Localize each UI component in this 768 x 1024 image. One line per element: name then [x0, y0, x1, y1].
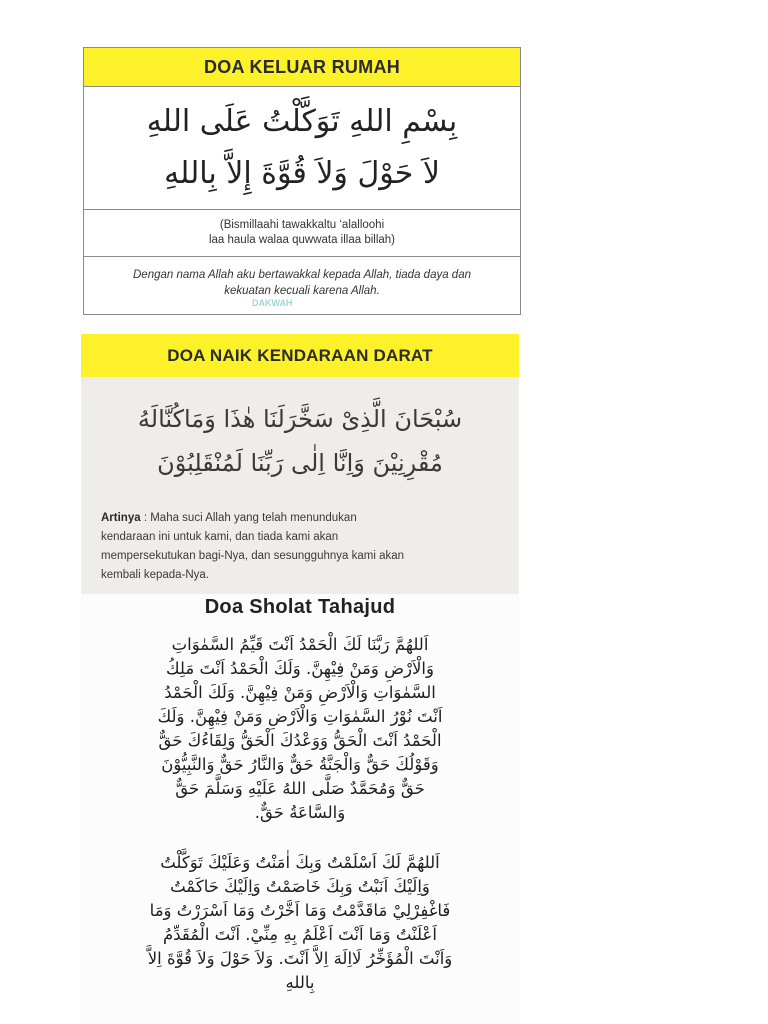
arabic-line: وَقَوْلُكَ حَقٌّ وَالْجَنَّةُ حَقٌّ وَالنَّارُ حَقٌّ وَالنَّبِيُّوْنَ — [161, 755, 439, 774]
arabic-paragraph — [81, 633, 519, 825]
meaning-line-text: : Maha suci Allah yang telah menundukan — [143, 512, 357, 524]
arabic-line: وَاِلَيْكَ اَنَبْتُ وَبِكَ خَاصَمْتُ وَاِلَيْكَ حَاكَمْتُ — [170, 877, 430, 896]
card-title: DOA KELUAR RUMAH — [84, 48, 520, 87]
meaning-label: Artinya — [101, 512, 141, 524]
transliteration — [84, 210, 520, 257]
transliteration-line: (Bismillaahi tawakkaltu ‘alalloohi — [219, 219, 385, 231]
arabic-line: وَاَنْتَ الْمُؤَخِّرُ لَااِلَهَ اِلاَّ اَنْتَ. وَلاَ حَوْلَ وَلاَ قُوَّةَ اِلاَّ — [147, 949, 453, 968]
meaning-line: Dengan nama Allah aku bertawakkal kepada Allah, tiada daya dan — [133, 269, 471, 281]
arabic-paragraph — [81, 851, 519, 995]
meaning-line: kendaraan ini untuk kami, dan tiada kami akan — [101, 531, 339, 543]
arabic-line: سُبْحَانَ الَّذِىْ سَخَّرَلَنَا هٰذَا وَمَاكُنَّالَهُ — [137, 405, 463, 433]
arabic-prayer — [84, 87, 520, 210]
doa-sholat-tahajud-section — [81, 594, 519, 1024]
meaning-text — [84, 257, 520, 314]
arabic-line: فَاغْفِرْلِيْ مَاقَدَّمْتُ وَمَا اَخَّرْتُ وَمَا اَسْرَرْتُ وَمَا — [149, 901, 451, 920]
arabic-line: الْحَمْدُ اَنْتَ الْحَقُّ وَوَعْدُكَ الْحَقُّ وَلِقَاءُكَ حَقٌّ — [158, 731, 442, 750]
meaning-line: mempersekutukan bagi-Nya, dan sesungguhnya kami akan — [101, 550, 405, 562]
arabic-line: السَّمٰوَاتِ وَالْاَرْضِ وَمَنْ فِيْهِنَّ. وَلَكَ الْحَمْدُ — [164, 683, 436, 702]
card-title: DOA NAIK KENDARAAN DARAT — [81, 334, 519, 377]
arabic-line: اَللهُمَّ رَبَّنَا لَكَ الْحَمْدُ اَنْتَ قَيِّمُ السَّمٰوَاتِ — [171, 635, 429, 654]
meaning-text — [81, 485, 519, 585]
arabic-line: اَنْتَ نُوْرُ السَّمٰوَاتِ وَالْاَرْضِ وَمَنْ فِيْهِنَّ. وَلَكَ — [157, 707, 443, 726]
arabic-line: مُقْرِنِيْنَ وَاِنَّا اِلٰى رَبِّنَا لَمُنْقَلِبُوْنَ — [157, 449, 443, 477]
arabic-line: وَالسَّاعَةُ حَقٌّ. — [254, 803, 346, 822]
meaning-line: kembali kepada-Nya. — [101, 569, 210, 581]
arabic-line: لاَ حَوْلَ وَلاَ قُوَّةَ إِلاَّ بِاللهِ — [164, 156, 440, 191]
meaning-line: kekuatan kecuali karena Allah. — [224, 285, 380, 297]
arabic-line: بِاللهِ — [285, 973, 315, 992]
arabic-line: حَقٌّ وَمُحَمَّدٌ صَلَّى اللهُ عَلَيْهِ وَسَلَّمَ حَقٌّ — [175, 779, 425, 798]
arabic-line: وَالْاَرْضِ وَمَنْ فِيْهِنَّ. وَلَكَ الْحَمْدُ اَنْتَ مَلِكُ — [166, 659, 434, 678]
watermark-logo: DAKWAH — [252, 298, 293, 308]
section-title: Doa Sholat Tahajud — [204, 596, 396, 618]
meaning-line — [101, 509, 505, 528]
transliteration-line: laa haula walaa quwwata illaa billah) — [208, 234, 396, 246]
doa-keluar-rumah-card — [83, 47, 521, 315]
arabic-line: بِسْمِ اللهِ تَوَكَّلْتُ عَلَى اللهِ — [146, 104, 458, 139]
doa-naik-kendaraan-card — [81, 334, 519, 594]
arabic-line: اَعْلَنْتُ وَمَا اَنْتَ اَعْلَمُ بِهِ مِنِّيْ. اَنْتَ الْمُقَدِّمُ — [163, 925, 437, 944]
arabic-line: اَللهُمَّ لَكَ اَسْلَمْتُ وَبِكَ اٰمَنْتُ وَعَلَيْكَ تَوَكَّلْتُ — [160, 853, 440, 872]
arabic-prayer — [81, 377, 519, 485]
